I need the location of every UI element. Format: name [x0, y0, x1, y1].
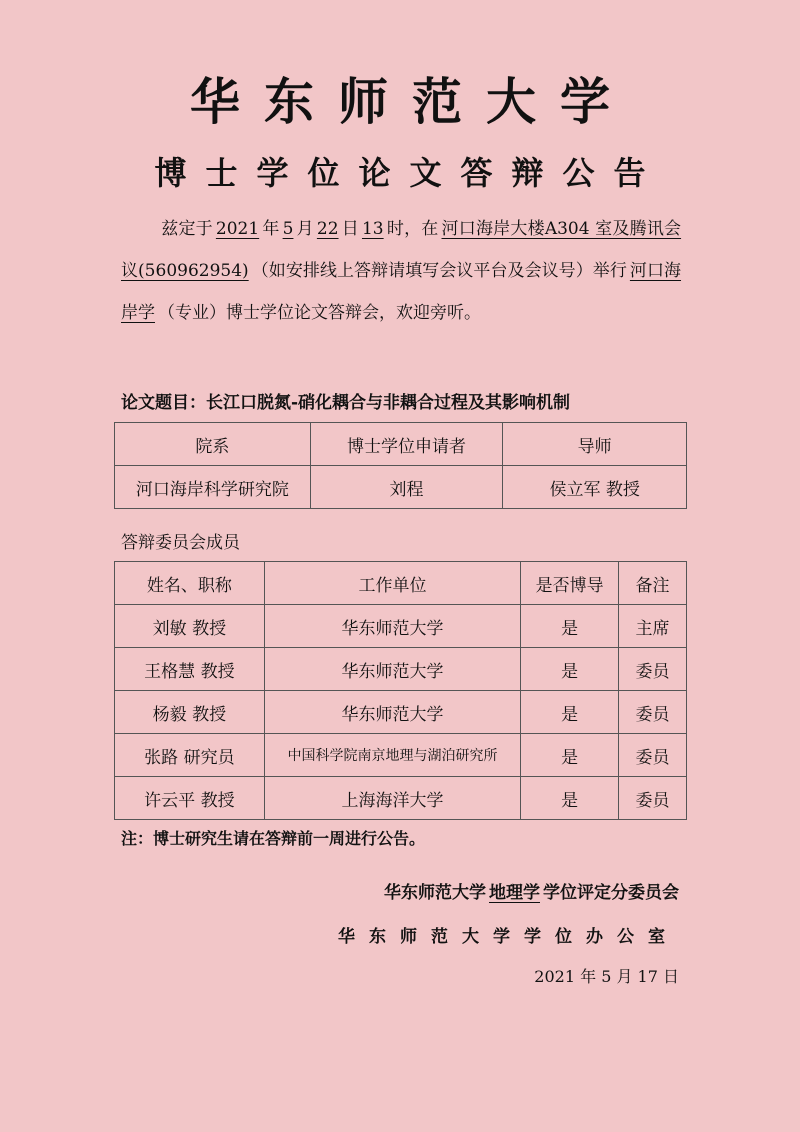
member-name-cell: 刘敏 教授: [115, 605, 265, 648]
member-advisor-cell: 是: [521, 648, 619, 691]
thesis-title-text: 长江口脱氮-硝化耦合与非耦合过程及其影响机制: [206, 393, 571, 413]
applicant-table: [114, 422, 687, 509]
table-row: [115, 605, 687, 648]
table-row: [115, 648, 687, 691]
header-cell: 博士学位申请者: [310, 423, 503, 466]
table-row: [115, 734, 687, 777]
member-name-cell: 杨毅 教授: [115, 691, 265, 734]
header-cell: 备注: [619, 562, 687, 605]
defense-venue: 河口海岸大楼A304 室及腾讯会议(560962954): [121, 219, 682, 281]
committee-label: 答辩委员会成员: [121, 533, 240, 553]
member-advisor-cell: 是: [521, 691, 619, 734]
announcement-prefix: 兹定于: [161, 219, 213, 239]
applicant-cell: 刘程: [310, 466, 503, 509]
table-header-row: [115, 562, 687, 605]
signature-field: 地理学: [489, 883, 540, 903]
announcement-paragraph: [121, 208, 681, 334]
department-cell: 河口海岸科学研究院: [115, 466, 311, 509]
month-label: 月: [296, 219, 314, 239]
member-role-cell: 委员: [619, 734, 687, 777]
member-advisor-cell: 是: [521, 605, 619, 648]
member-name-cell: 许云平 教授: [115, 777, 265, 820]
defense-day: 22: [316, 219, 339, 239]
supervisor-cell: 侯立军 教授: [503, 466, 687, 509]
member-advisor-cell: 是: [521, 777, 619, 820]
hour-label: 时，在: [386, 219, 439, 239]
committee-signature: [384, 878, 679, 903]
announcement-suffix: （专业）博士学位论文答辩会，欢迎旁听。: [158, 303, 481, 323]
signature-suffix: 学位评定分委员会: [543, 883, 679, 903]
committee-table: [114, 561, 687, 820]
header-cell: 院系: [115, 423, 311, 466]
online-hint: （如安排线上答辩请填写会议平台及会议号）举行: [251, 261, 627, 281]
note-text: 注：博士研究生请在答辩前一周进行公告。: [121, 829, 426, 848]
table-row: [115, 691, 687, 734]
member-name-cell: 王格慧 教授: [115, 648, 265, 691]
notice-title: 博士学位论文答辩公告: [154, 154, 665, 192]
thesis-title: [121, 388, 691, 413]
header-cell: 工作单位: [264, 562, 521, 605]
table-row: [115, 777, 687, 820]
header-cell: 导师: [503, 423, 687, 466]
university-title: 华东师范大学: [190, 73, 634, 131]
office-signature: 华东师范大学学位办公室: [338, 927, 679, 947]
defense-major: 河口海岸学: [121, 261, 682, 323]
member-affiliation-cell: 中国科学院南京地理与湖泊研究所: [264, 734, 521, 777]
defense-hour: 13: [361, 219, 384, 239]
member-affiliation-cell: 华东师范大学: [264, 605, 521, 648]
member-affiliation-cell: 华东师范大学: [264, 691, 521, 734]
header-cell: 姓名、职称: [115, 562, 265, 605]
signature-university: 华东师范大学: [384, 883, 486, 903]
member-role-cell: 委员: [619, 777, 687, 820]
member-role-cell: 委员: [619, 648, 687, 691]
table-row: [115, 466, 687, 509]
day-label: 日: [341, 219, 359, 239]
member-advisor-cell: 是: [521, 734, 619, 777]
defense-month: 5: [282, 219, 294, 239]
thesis-label: 论文题目：: [121, 393, 206, 413]
member-name-cell: 张路 研究员: [115, 734, 265, 777]
table-header-row: [115, 423, 687, 466]
member-role-cell: 主席: [619, 605, 687, 648]
member-affiliation-cell: 华东师范大学: [264, 648, 521, 691]
member-role-cell: 委员: [619, 691, 687, 734]
year-label: 年: [262, 219, 280, 239]
defense-year: 2021: [215, 219, 260, 239]
issue-date: 2021 年 5 月 17 日: [534, 967, 679, 986]
member-affiliation-cell: 上海海洋大学: [264, 777, 521, 820]
header-cell: 是否博导: [521, 562, 619, 605]
